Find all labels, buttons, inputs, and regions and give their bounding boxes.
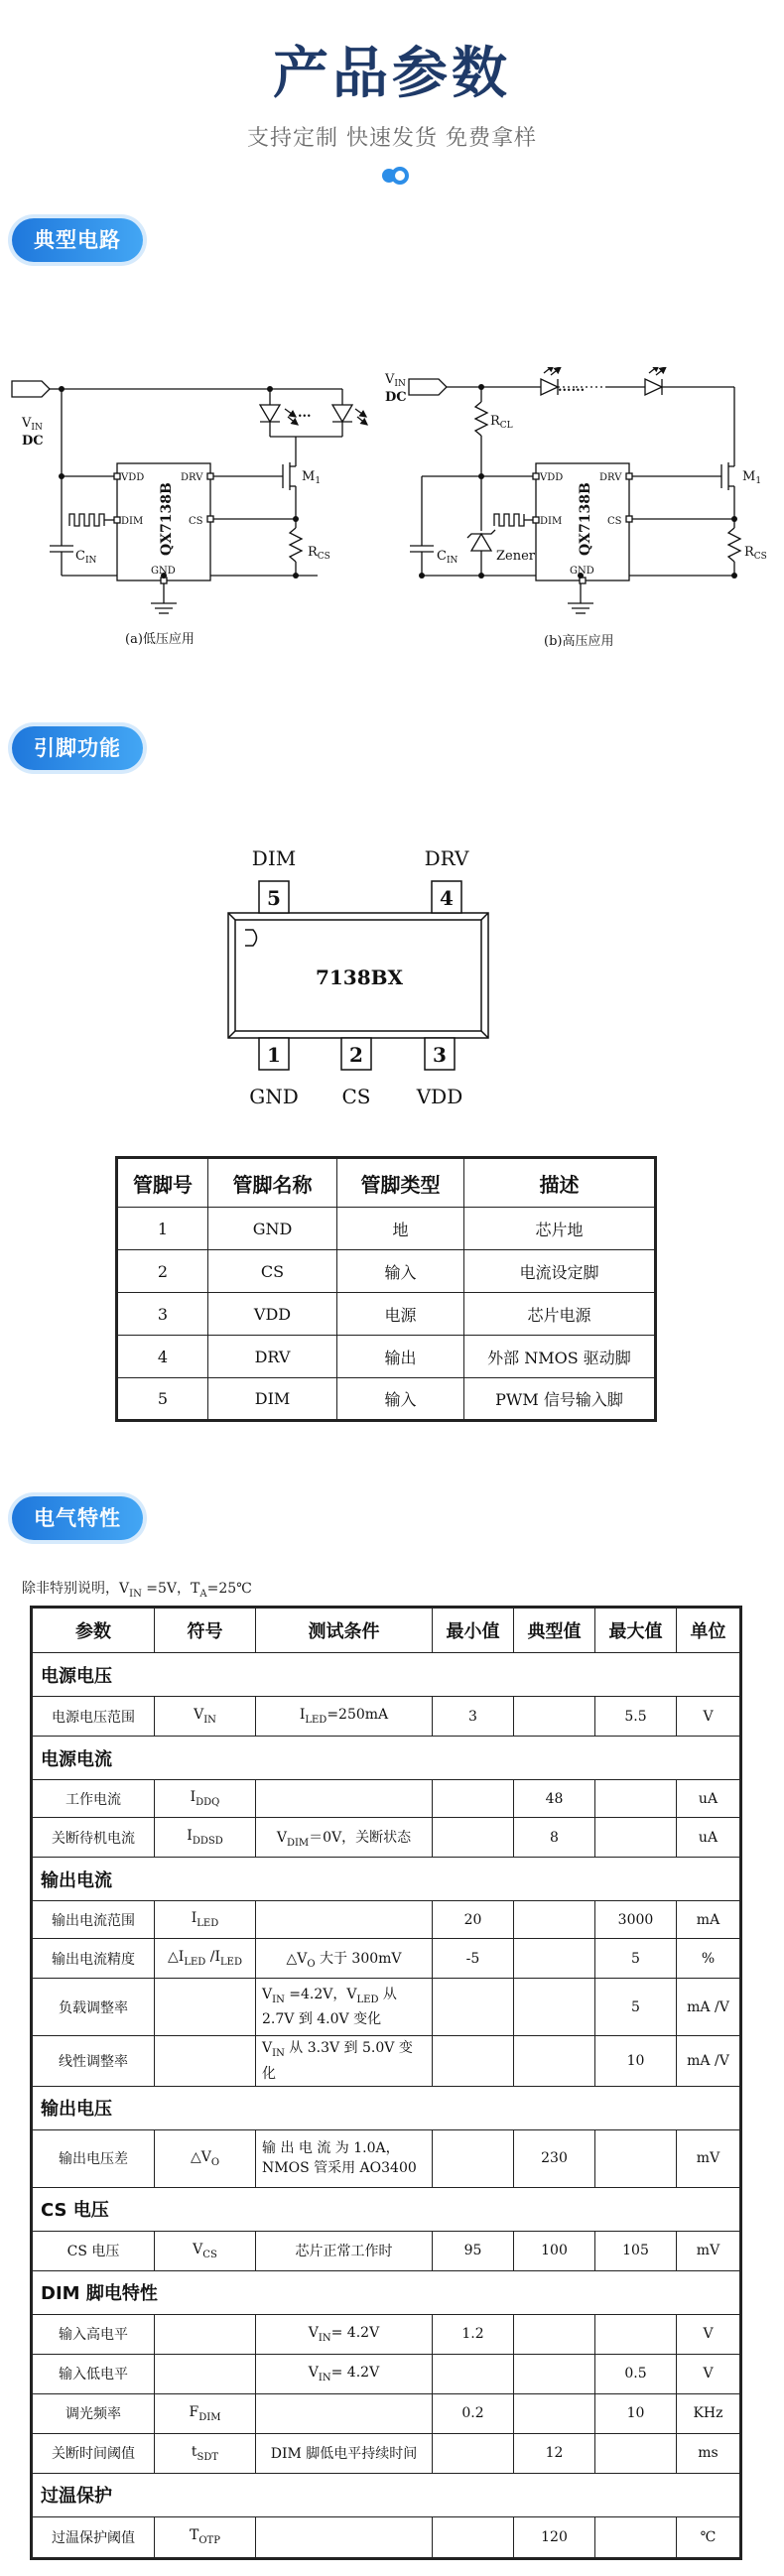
cell: 12	[514, 2433, 595, 2473]
header-min: 最小值	[433, 1608, 514, 1653]
cell	[595, 1818, 677, 1858]
table-row	[32, 1780, 741, 1818]
cell: 过温保护阈值	[32, 2516, 155, 2558]
cell: $I_{LED}=250mA$	[256, 1697, 433, 1737]
table-header-row	[117, 1158, 656, 1208]
cell	[514, 2036, 595, 2087]
cell: mA	[677, 1901, 741, 1939]
vin-terminal-a	[12, 381, 50, 397]
pin5-number: 5	[267, 886, 281, 910]
m1-label-b: $M_1$	[742, 469, 762, 486]
cell	[433, 1979, 514, 2036]
cell: 芯片电源	[464, 1293, 656, 1336]
cell	[595, 1780, 677, 1818]
page-title: 产品参数	[273, 42, 511, 106]
section-tag-pins: 引脚功能	[12, 726, 143, 770]
group-row	[32, 2270, 741, 2314]
package-pinout-diagram	[0, 834, 784, 1131]
cell: %	[677, 1939, 741, 1979]
cell: 电流设定脚	[464, 1250, 656, 1293]
cell: $V_{IN}= 4.2V$	[256, 2314, 433, 2354]
table-row	[32, 1818, 741, 1858]
pin1-name: GND	[249, 1085, 299, 1108]
pin4-number: 4	[440, 886, 454, 910]
cell	[595, 2516, 677, 2558]
group-otp: 过温保护	[32, 2473, 741, 2516]
pin2-number: 2	[349, 1043, 363, 1067]
cell: 230	[514, 2129, 595, 2187]
vin-terminal-b	[409, 379, 447, 395]
cell: mA /V	[677, 1979, 741, 2036]
group-output-current: 输出电流	[32, 1858, 741, 1901]
cell	[514, 2393, 595, 2433]
table-row	[117, 1250, 656, 1293]
cell: 48	[514, 1780, 595, 1818]
cell	[155, 2354, 256, 2393]
cell	[256, 2393, 433, 2433]
drv-pin-label-b: DRV	[599, 472, 622, 483]
table-row	[32, 2314, 741, 2354]
cell	[256, 1901, 433, 1939]
table-row	[32, 1697, 741, 1737]
cell	[514, 2354, 595, 2393]
cell: $T_{OTP}$	[155, 2516, 256, 2558]
cell: ℃	[677, 2516, 741, 2558]
cell: DIM	[208, 1378, 337, 1421]
page-subtitle: 支持定制 快速发货 免费拿样	[247, 126, 537, 151]
table-row	[32, 2354, 741, 2393]
cell: 5	[117, 1378, 208, 1421]
led-dots-b: ......	[558, 380, 586, 395]
cell: 输入高电平	[32, 2314, 155, 2354]
pin2-name: CS	[341, 1085, 371, 1108]
cell: 输出电流范围	[32, 1901, 155, 1939]
header-pin-number: 管脚号	[117, 1158, 208, 1208]
section-tag-electrical: 电气特性	[12, 1496, 143, 1540]
cell: $V_{IN}$ 从 3.3V 到 5.0V 变化	[256, 2036, 433, 2087]
vin-label-a: $V_{IN}$	[22, 416, 43, 433]
test-conditions-note: 除非特别说明，$V_{IN} =5V$，$T_A=25℃$	[22, 1581, 252, 1600]
vin-label-b: $V_{IN}$	[385, 372, 406, 389]
table-row	[32, 2393, 741, 2433]
cell	[514, 1979, 595, 2036]
cell: VDD	[208, 1293, 337, 1336]
cell: 3	[433, 1697, 514, 1737]
cell: 5	[595, 1979, 677, 2036]
pin1-number: 1	[267, 1043, 281, 1067]
cell: 0.5	[595, 2354, 677, 2393]
dc-label-a: DC	[22, 434, 44, 449]
header-pin-name: 管脚名称	[208, 1158, 337, 1208]
cell: 20	[433, 1901, 514, 1939]
cell	[433, 1780, 514, 1818]
header-pin-type: 管脚类型	[337, 1158, 464, 1208]
rcs-label-b: $R_{CS}$	[744, 545, 767, 562]
cell	[595, 2314, 677, 2354]
cell	[595, 2433, 677, 2473]
caption-a: (a)低压应用	[125, 632, 195, 647]
cell: 外部 NMOS 驱动脚	[464, 1336, 656, 1378]
table-header-row	[32, 1608, 741, 1653]
cell: 关断待机电流	[32, 1818, 155, 1858]
gnd-pin-label-a: GND	[151, 566, 176, 577]
led-dots-a: ...	[298, 406, 312, 421]
m1-label-a: $M_1$	[302, 469, 322, 486]
cell: $t_{SDT}$	[155, 2433, 256, 2473]
cell: CS	[208, 1250, 337, 1293]
group-cs-voltage: CS 电压	[32, 2187, 741, 2231]
cell: 10	[595, 2393, 677, 2433]
cell: 工作电流	[32, 1780, 155, 1818]
cell: 地	[337, 1208, 464, 1250]
dim-pin-label-b: DIM	[540, 516, 563, 527]
table-row	[32, 1901, 741, 1939]
cell: $I_{DDQ}$	[155, 1780, 256, 1818]
group-row	[32, 2086, 741, 2129]
cell: 输 出 电 流 为 1.0A，NMOS 管采用 AO3400	[256, 2129, 433, 2187]
cell	[514, 1939, 595, 1979]
cell: uA	[677, 1780, 741, 1818]
table-row	[117, 1293, 656, 1336]
pin-function-table	[115, 1156, 657, 1422]
cell	[433, 2036, 514, 2087]
cell: $I_{DDSD}$	[155, 1818, 256, 1858]
drv-pin-label-a: DRV	[181, 472, 203, 483]
cell	[155, 1979, 256, 2036]
cell: 线性调整率	[32, 2036, 155, 2087]
cs-pin-label-b: CS	[607, 516, 622, 527]
cell: PWM 信号输入脚	[464, 1378, 656, 1421]
cell	[256, 2516, 433, 2558]
zener-label-b: Zener	[496, 549, 536, 564]
table-row	[32, 2516, 741, 2558]
group-row	[32, 2473, 741, 2516]
pin5-name: DIM	[251, 846, 297, 870]
cell: $I_{LED}$	[155, 1901, 256, 1939]
cell: 输入低电平	[32, 2354, 155, 2393]
cell: 电源电压范围	[32, 1697, 155, 1737]
group-row	[32, 1858, 741, 1901]
cell: V	[677, 2354, 741, 2393]
cell	[595, 2129, 677, 2187]
section-tag-circuit: 典型电路	[12, 218, 143, 262]
cell: $V_{IN}$	[155, 1697, 256, 1737]
cell: 芯片正常工作时	[256, 2231, 433, 2270]
cell: mV	[677, 2129, 741, 2187]
cell	[514, 1901, 595, 1939]
cell: uA	[677, 1818, 741, 1858]
cell: 输出电压差	[32, 2129, 155, 2187]
cs-pin-label-a: CS	[189, 516, 203, 527]
cell: 芯片地	[464, 1208, 656, 1250]
cell	[514, 1697, 595, 1737]
cell	[433, 2433, 514, 2473]
cell: 1	[117, 1208, 208, 1250]
electrical-characteristics-table	[30, 1606, 742, 2560]
header-condition: 测试条件	[256, 1608, 433, 1653]
pin3-name: VDD	[416, 1085, 463, 1108]
cell	[256, 1780, 433, 1818]
cell: 3000	[595, 1901, 677, 1939]
cell: 输出	[337, 1336, 464, 1378]
table-row	[117, 1208, 656, 1250]
group-row	[32, 1653, 741, 1697]
chip-name-a: QX7138B	[159, 482, 175, 556]
vdd-pin-label-b: VDD	[540, 472, 564, 483]
pin3-number: 3	[433, 1043, 447, 1067]
package-marking: 7138BX	[315, 966, 404, 989]
header-typ: 典型值	[514, 1608, 595, 1653]
cell: 关断时间阈值	[32, 2433, 155, 2473]
decorative-dots-icon	[382, 167, 408, 185]
cell: KHz	[677, 2393, 741, 2433]
table-row	[117, 1378, 656, 1421]
cell: 5.5	[595, 1697, 677, 1737]
table-row	[32, 2433, 741, 2473]
cell: $V_{IN} =4.2V$，$V_{LED}$ 从 2.7V 到 4.0V 变化	[256, 1979, 433, 2036]
cell: 5	[595, 1939, 677, 1979]
rcl-label-b: $R_{CL}$	[490, 414, 513, 431]
cell: 100	[514, 2231, 595, 2270]
dc-label-b: DC	[385, 390, 407, 405]
gnd-pin-label-b: GND	[570, 566, 594, 577]
header-description: 描述	[464, 1158, 656, 1208]
cell: 输出电流精度	[32, 1939, 155, 1979]
cell: $\triangle V_O$	[155, 2129, 256, 2187]
cell: 负载调整率	[32, 1979, 155, 2036]
group-row	[32, 1737, 741, 1780]
cell: 0.2	[433, 2393, 514, 2433]
group-power-voltage: 电源电压	[32, 1653, 741, 1697]
cell: 输入	[337, 1250, 464, 1293]
cell: -5	[433, 1939, 514, 1979]
cell	[433, 2354, 514, 2393]
cell: 3	[117, 1293, 208, 1336]
cell: 8	[514, 1818, 595, 1858]
cell	[155, 2314, 256, 2354]
cell: V	[677, 2314, 741, 2354]
cell: DRV	[208, 1336, 337, 1378]
cell: 120	[514, 2516, 595, 2558]
cell: 95	[433, 2231, 514, 2270]
cell: 输入	[337, 1378, 464, 1421]
table-row	[32, 2129, 741, 2187]
rcs-label-a: $R_{CS}$	[308, 545, 330, 562]
cell: GND	[208, 1208, 337, 1250]
cell: $\triangle I_{LED}$ $/I_{LED}$	[155, 1939, 256, 1979]
page-header	[0, 0, 784, 198]
group-power-current: 电源电流	[32, 1737, 741, 1780]
cell	[155, 2036, 256, 2087]
cell: $F_{DIM}$	[155, 2393, 256, 2433]
dim-pin-label-a: DIM	[121, 516, 144, 527]
group-dim-pin: DIM 脚电特性	[32, 2270, 741, 2314]
group-row	[32, 2187, 741, 2231]
header-param: 参数	[32, 1608, 155, 1653]
header-max: 最大值	[595, 1608, 677, 1653]
pin4-name: DRV	[424, 846, 469, 870]
cell: V	[677, 1697, 741, 1737]
cin-label-b: $C_{IN}$	[437, 549, 458, 566]
group-output-voltage: 输出电压	[32, 2086, 741, 2129]
cell: ms	[677, 2433, 741, 2473]
cell: 105	[595, 2231, 677, 2270]
table-row	[32, 1979, 741, 2036]
header-unit: 单位	[677, 1608, 741, 1653]
table-row	[117, 1336, 656, 1378]
cell	[514, 2314, 595, 2354]
table-row	[32, 1939, 741, 1979]
table-row	[32, 2036, 741, 2087]
cell: DIM 脚低电平持续时间	[256, 2433, 433, 2473]
chip-name-b: QX7138B	[578, 482, 593, 556]
cell: $\triangle V_O$ 大于 300mV	[256, 1939, 433, 1979]
cell: 调光频率	[32, 2393, 155, 2433]
cell: 2	[117, 1250, 208, 1293]
cell: $V_{DIM}=0V$，关断状态	[256, 1818, 433, 1858]
header-symbol: 符号	[155, 1608, 256, 1653]
table-row	[32, 2231, 741, 2270]
cin-label-a: $C_{IN}$	[75, 549, 97, 566]
cell: mA /V	[677, 2036, 741, 2087]
cell	[433, 1818, 514, 1858]
cell: CS 电压	[32, 2231, 155, 2270]
vdd-pin-label-a: VDD	[121, 472, 145, 483]
cell: 10	[595, 2036, 677, 2087]
typical-circuit-diagram	[0, 367, 784, 685]
cell: 电源	[337, 1293, 464, 1336]
caption-b: (b)高压应用	[544, 634, 614, 649]
cell: $V_{CS}$	[155, 2231, 256, 2270]
cell: 4	[117, 1336, 208, 1378]
cell: 1.2	[433, 2314, 514, 2354]
cell: $V_{IN}= 4.2V$	[256, 2354, 433, 2393]
cell	[433, 2129, 514, 2187]
cell	[433, 2516, 514, 2558]
cell: mV	[677, 2231, 741, 2270]
